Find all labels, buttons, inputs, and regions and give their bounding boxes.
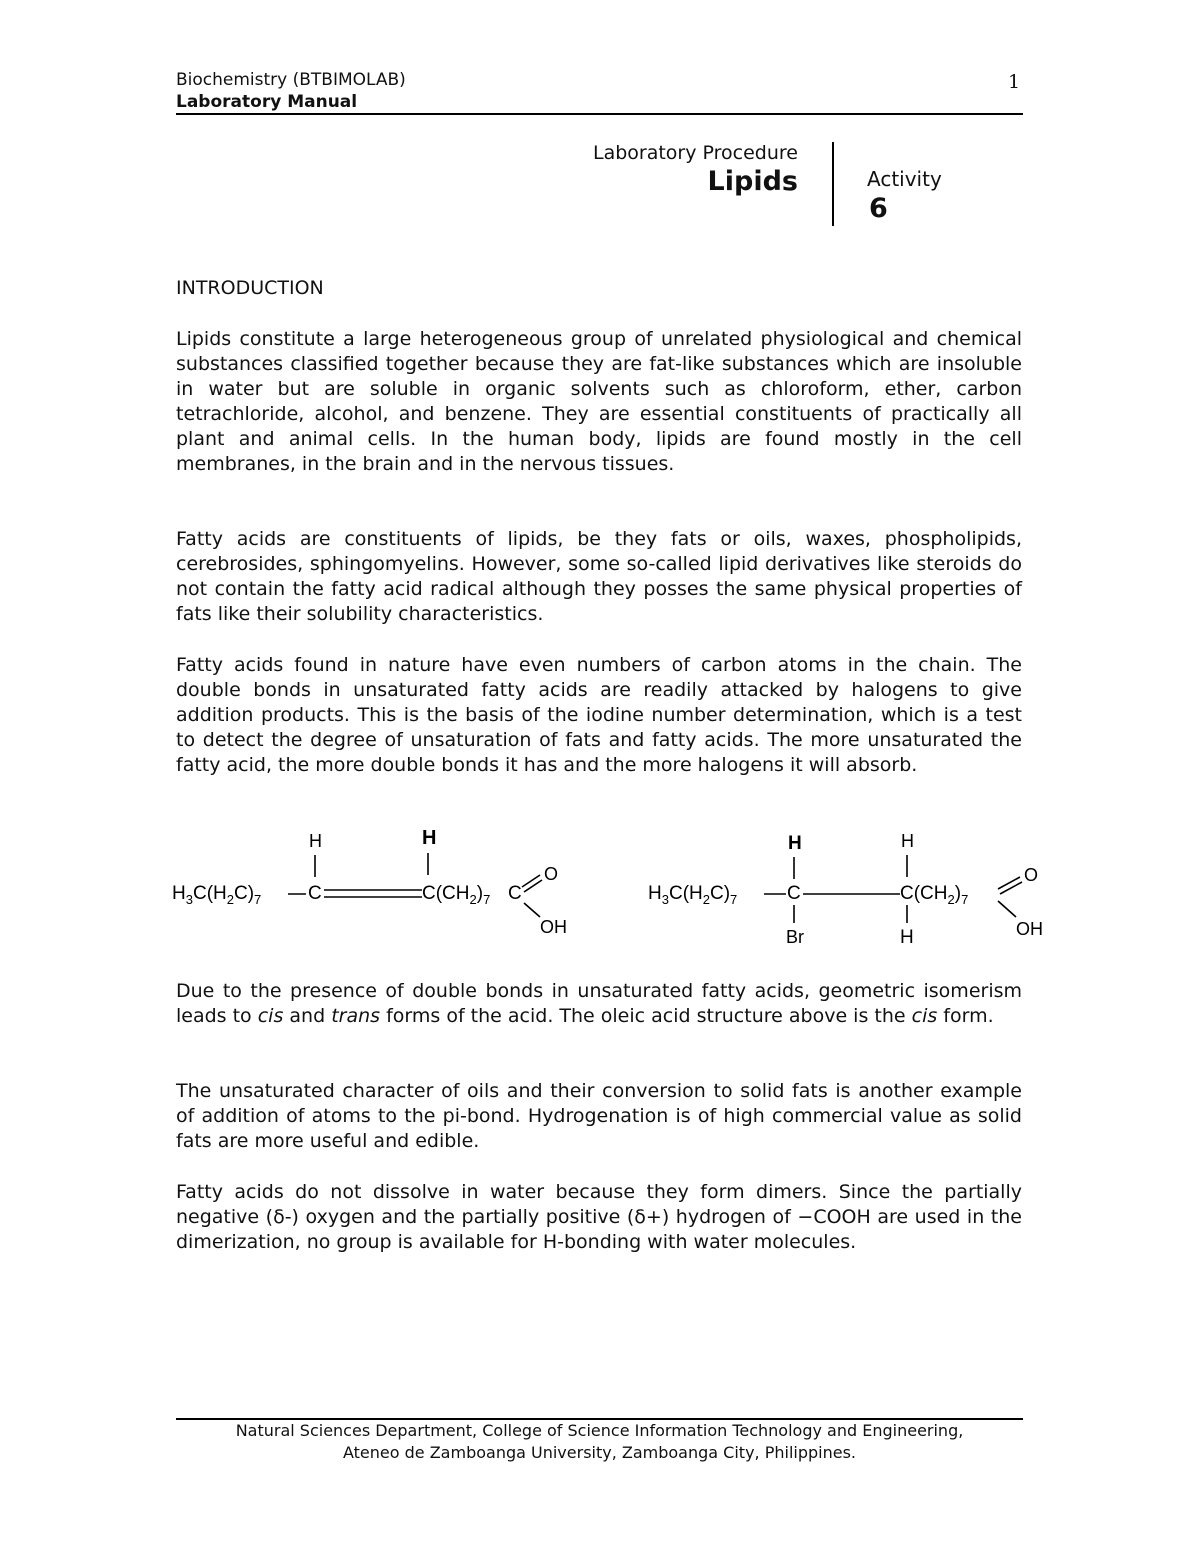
right-h-2: H [901,831,914,851]
right-chain-left: $H_3C(H_2C)_7$ [648,883,738,907]
left-oxygen: O [544,864,559,884]
right-chain-right: $C(CH_2)_7$ [900,883,969,907]
unsaturated-structure [172,827,567,937]
left-carboxyl-carbon: C [508,883,522,904]
left-h-1: H [309,831,322,851]
paragraph-fatty-acids-constituents: Fatty acids are constituents of lipids, be they fats or oils, waxes, phospholipids, cerebrosides, sphingomyelins. However, some so-called lipid derivatives like steroids do not contain the fatty acid radical although they posses the same physical properties of fats like their solubility characteristics. [176,528,1022,625]
activity-label: Activity [867,167,942,191]
right-h-bottom: H [900,927,914,948]
footer-department: Natural Sciences Department, College of Science Information Technology and Engineering, [235,1421,964,1440]
right-hydroxyl: OH [1016,919,1043,939]
paragraph-hydrogenation: The unsaturated character of oils and their conversion to solid fats is another example of addition of atoms to the pi-bond. Hydrogenation is of high commercial value as solid fats are more useful and edible. [176,1080,1022,1152]
left-chain-right: $C(CH_2)_7$ [422,883,491,907]
activity-number: 6 [869,193,888,224]
title-divider [832,142,834,226]
left-carbon: C [308,883,322,904]
page-title: Lipids [707,166,798,197]
procedure-label: Laboratory Procedure [592,142,798,164]
header-divider [176,113,1023,115]
page-number: 1 [1008,71,1021,93]
paragraph-iodine-number: Fatty acids found in nature have even numbers of carbon atoms in the chain. The double bonds in unsaturated fatty acids are readily attacked by halogens to give addition products. This is the basis of the iodine number determination, which is a test to detect the degree of unsaturation of fats and fatty acids. The more unsaturated the fatty acid, the more double bonds it has and the more halogens it will absorb. [176,654,1022,776]
right-h-1: H [788,833,802,854]
brominated-structure [648,831,1043,948]
left-h-2: H [422,827,437,849]
paragraph-isomerism: Due to the presence of double bonds in unsaturated fatty acids, geometric isomerism leads to cis and trans forms of the acid. The oleic acid structure above is the cis form. [176,980,1022,1027]
course-title: Biochemistry (BTBIMOLAB) [176,70,406,90]
left-hydroxyl: OH [540,917,567,937]
fatty-acid-structures [160,815,1060,955]
right-oxygen: O [1024,865,1039,885]
footer-university: Ateneo de Zamboanga University, Zamboanga City, Philippines. [342,1443,856,1462]
left-chain-left: $H_3C(H_2C)_7$ [172,883,262,907]
right-carbon: C [787,883,801,904]
paragraph-lipids-definition: Lipids constitute a large heterogeneous group of unrelated physiological and chemical substances classified together because they are fat-like substances which are insoluble in water but are soluble in organic solvents such as chloroform, ether, carbon tetrachloride, alcohol, and benzene. They are essential constituents of practically all plant and animal cells. In the human body, lipids are found mostly in the cell membranes, in the brain and in the nervous tissues. [176,328,1022,475]
paragraph-dimerization: Fatty acids do not dissolve in water because they form dimers. Since the partially negative (δ-) oxygen and the partially positive (δ+) hydrogen of −COOH are used in the dimerization, no group is available for H-bonding with water molecules. [176,1181,1022,1253]
footer-divider [176,1418,1023,1420]
right-bromine: Br [786,927,804,947]
manual-title: Laboratory Manual [176,92,358,112]
introduction-heading: INTRODUCTION [176,277,324,299]
